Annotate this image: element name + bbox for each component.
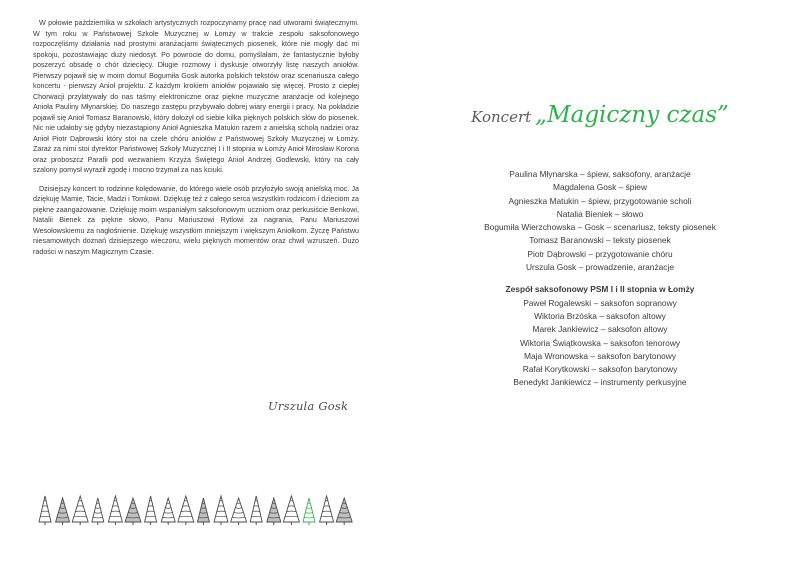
ensemble-member: Wiktoria Brzóska – saksofon altowy [534,310,666,321]
christmas-tree-icon [320,496,334,525]
christmas-tree-icon [336,498,352,525]
concert-prefix: Koncert [471,108,532,126]
ensemble-member: Paweł Rogalewski – saksofon sopranowy [523,297,677,308]
christmas-tree-icon [283,496,299,525]
credit-item: Piotr Dąbrowski – przygotowanie chóru [527,248,673,259]
christmas-tree-icon [178,496,194,525]
christmas-tree-icon [125,498,141,525]
christmas-tree-icon [231,498,247,525]
christmas-tree-icon [214,496,228,525]
tree-border-left [36,494,354,526]
christmas-tree-icon [161,498,175,525]
letter-text [33,18,359,265]
christmas-tree-icon [56,498,70,525]
credit-item: Bogumiła Wierzchowska – Gosk – scenariusz, teksty piosenek [484,222,716,233]
ensemble-member: Maja Wronowska – saksofon barytonowy [523,350,677,361]
christmas-tree-icon [267,498,281,525]
ensemble-heading: Zespół saksofonowy PSM I i II stopnia w Łomży [505,284,695,295]
signature: Urszula Gosk [268,399,349,413]
credit-item: Urszula Gosk – prowadzenie, aranżacje [525,262,675,273]
concert-title [400,102,800,128]
ensemble-member: Marek Jankiewicz – saksofon altowy [532,324,668,335]
christmas-tree-icon [145,496,157,525]
credit-item: Agnieszka Matukin – śpiew, przygotowanie scholi [508,195,692,206]
credit-item: Paulina Młynarska – śpiew, saksofony, aranżacje [509,169,691,179]
christmas-tree-icon [108,496,122,525]
ensemble-member: Rafał Korytkowski – saksofon barytonowy [522,364,678,375]
christmas-tree-icon [197,498,209,525]
credits-list [400,168,800,390]
right-page [400,0,800,564]
credit-item: Magdalena Gosk – śpiew [552,182,648,193]
christmas-tree-icon [92,498,104,525]
christmas-tree-icon [250,496,262,525]
christmas-tree-icon [72,496,88,525]
letter-paragraph-2: Dzisiejszy koncert to rodzinne kolędowanie, do którego wiele osób przyłożyło swoją anielską moc. Ja dziękuję Mamie, Tacie, Madzi i Tomkowi. Dziękuję też z całego serca wszystkim rodzicom i dzieciom za piękne zaangażowanie. Dziękuję moim wspaniałym saksofonowym uczniom oraz perkusiście Benkowi, Natalii Bienek za piękne słowo, Panu Mariuszowi Rytlowi za nagrania, Panu Mariuszowi Wesołowskiemu za nagłośnienie. Dziękuję wszystkim mniejszym i większym Aniołkom. Życzę Państwu niesamowitych doznań dzisiejszego wieczoru, wielu pięknych momentów oraz chwil wzruszeń. Dużo radości w naszym Magicznym Czasie. [33,184,359,256]
credit-item: Tomasz Baranowski – teksty piosenek [529,235,671,246]
credit-item: Natalia Bieniek – słowo [556,208,644,219]
ensemble-member: Benedykt Jankiewicz – instrumenty perkusyjne [513,377,687,388]
ensemble-member: Wiktoria Świątkowska – saksofon tenorowy [519,337,681,348]
concert-name: „Magiczny czas” [535,102,729,128]
letter-paragraph-1: W połowie października w szkołach artystycznych rozpoczynamy pracę nad utworami świątecznymi. W tym roku w Państwowej Szkole Muzycznej w Łomży w trakcie zespołu saksofonowego rozpoczęliśmy działania nad prostymi aranżacjami świątecznych piosenek, które nie mogły dać mi spokoju, pozostawiając duży niedosyt. Po powrocie do domu, pomyślałam, że fantastycznie byłoby poszerzyć obsadę o chór dziecięcy. Długie rozmowy i dyskusje otworzyły listę naszych aniołów. Pierwszy pojawił się w moim domu! Bogumiła Gosk autorka polskich tekstów oraz scenariusza całego koncertu - pierwszy Anioł projektu. Z każdym krokiem aniołów pojawiało się więcej. Prosto z ciepłej Chorwacji przylatywały do nas taśmy elektroniczne oraz piękne muzyczne aranżacje od kolejnego Anioła Pauliny Młynarskiej. Do naszego zastępu przybywało dobrej wiary energii i pracy. Na pokładzie pojawił się Anioł Tomasz Baranowski, który dołożył od siebie kilka pięknych polskich słów do piosenek. Nic nie udałoby się gdyby niezastąpiony Anioł Agnieszka Matukin razem z anielską scholą nadziei oraz Anioł Piotr Dąbrowski który stoi na czele chóru aniołów z Państwowej Szkoły Muzycznej w Łomży. Zaraz za nimi stoi dyrektor Państwowej Szkoły Muzycznej I i II stopnia w Łomży Anioł Mirosław Korona oraz proboszcz Parafii pod wezwaniem Krzyża Świętego Anioł Andrzej Godlewski, który na cały szalony pomysł wyraził zgodę i mocno trzymał za nas kciuki. [33,19,359,174]
christmas-tree-icon [303,498,315,525]
christmas-tree-icon [39,496,51,525]
